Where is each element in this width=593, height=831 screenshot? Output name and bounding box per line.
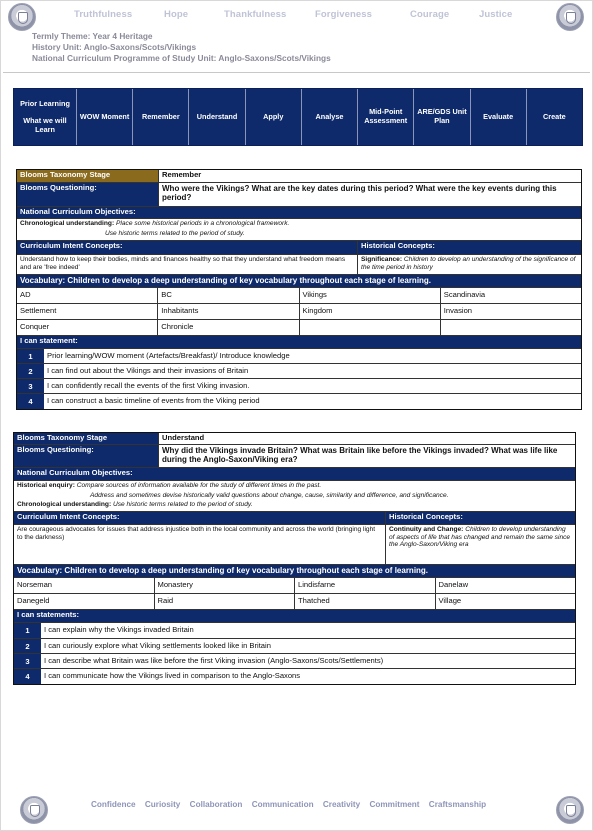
statement-number: 2 xyxy=(14,639,41,653)
historical-concept-cell xyxy=(385,525,575,564)
nav-analyse[interactable]: Analyse xyxy=(302,89,358,145)
statement-text: I can confidently recall the events of the first Viking invasion. xyxy=(47,380,250,390)
nc-objective-text: Use historic terms related to the period of study. xyxy=(105,229,245,237)
nav-evaluate[interactable]: Evaluate xyxy=(471,89,527,145)
nav-understand[interactable]: Understand xyxy=(189,89,245,145)
footer-value: Curiosity xyxy=(144,800,181,809)
vocab-word: BC xyxy=(157,288,298,303)
vocab-word: Inhabitants xyxy=(157,304,298,319)
footer-value: Creativity xyxy=(322,800,361,809)
historical-concept-cell xyxy=(357,255,581,274)
nav-prior-learning[interactable]: Prior Learning What we will Learn xyxy=(14,89,77,145)
nav-apply[interactable]: Apply xyxy=(246,89,302,145)
values-strip xyxy=(1,9,593,21)
historical-concepts-title: Historical Concepts: xyxy=(357,241,581,254)
history-unit: History Unit: Anglo-Saxons/Scots/Vikings xyxy=(32,42,197,52)
historical-concept-text: Children to develop understanding of aspects of life that has changed and remain the same since the Anglo-Saxon/Viking era xyxy=(389,526,571,549)
nc-objective-text: Use historic terms related to the period of study. xyxy=(113,501,253,509)
nc-objective-line xyxy=(14,481,575,491)
vocab-row xyxy=(17,320,581,336)
vocab-word: Danelaw xyxy=(435,578,576,593)
curriculum-intent-title: Curriculum Intent Concepts: xyxy=(17,241,357,254)
understand-stage-table xyxy=(13,432,576,685)
vocab-row xyxy=(17,304,581,320)
statement-number: 1 xyxy=(14,623,41,638)
value-word: Truthfulness xyxy=(74,9,133,20)
footer-value: Confidence xyxy=(91,800,136,809)
vocab-word: Vikings xyxy=(299,288,440,303)
historical-concept-label: Continuity and Change: xyxy=(389,526,464,533)
header-divider xyxy=(3,72,590,73)
remember-stage-table xyxy=(16,169,582,410)
school-crest-icon xyxy=(20,796,48,824)
vocab-word: Thatched xyxy=(294,594,435,609)
vocab-row xyxy=(14,594,575,610)
i-can-statements-title: I can statements: xyxy=(14,610,575,622)
vocab-word: Scandinavia xyxy=(440,288,581,303)
footer-value: Commitment xyxy=(369,800,420,809)
stage-label: Blooms Taxonomy Stage xyxy=(14,433,158,444)
vocabulary-title: Vocabulary: Children to develop a deep understanding of key vocabulary throughout each stage of learning. xyxy=(14,565,575,577)
nav-create[interactable]: Create xyxy=(527,89,582,145)
questioning-text: Why did the Vikings invade Britain? What was Britain like before the Vikings invaded? What was life like during the Anglo-Saxon/Viking era? xyxy=(158,445,575,467)
questioning-label: Blooms Questioning: xyxy=(14,445,158,467)
vocab-word: Kingdom xyxy=(299,304,440,319)
curriculum-intent-title: Curriculum Intent Concepts: xyxy=(14,512,385,524)
vocab-word: Norseman xyxy=(17,580,53,590)
school-crest-icon xyxy=(556,796,584,824)
statement-row xyxy=(17,394,581,409)
nc-objective-label: Historical enquiry: xyxy=(17,482,75,489)
statement-number: 4 xyxy=(14,669,41,684)
curriculum-intent-text: Understand how to keep their bodies, minds and finances healthy so that they understand what freedom means and are 'free indeed' xyxy=(20,256,346,271)
vocab-word: Conquer xyxy=(20,322,50,332)
stage-value: Remember xyxy=(158,170,581,182)
vocab-word: Settlement xyxy=(20,306,57,316)
vocab-word: AD xyxy=(20,290,31,300)
footer-value: Collaboration xyxy=(189,800,243,809)
statement-text: I can find out about the Vikings and their invasions of Britain xyxy=(47,365,249,375)
stage-label: Blooms Taxonomy Stage xyxy=(17,170,158,182)
value-word: Forgiveness xyxy=(315,9,373,20)
vocab-word: Monastery xyxy=(154,578,295,593)
statement-number: 3 xyxy=(14,654,41,668)
nav-remember[interactable]: Remember xyxy=(133,89,189,145)
statement-row xyxy=(14,639,575,654)
vocab-word: Lindisfarne xyxy=(294,578,435,593)
statement-row xyxy=(17,349,581,364)
historical-concept-text: Children to develop an understanding of the significance of the time period in history xyxy=(361,256,576,271)
curriculum-intent-text: Are courageous advocates for issues that address injustice both in the local community and across the world (bringing light to the darkness) xyxy=(17,526,376,541)
statement-text: Prior learning/WOW moment (Artefacts/Breakfast)/ Introduce knowledge xyxy=(47,350,290,360)
learning-stage-nav xyxy=(13,88,583,146)
statement-row xyxy=(17,364,581,379)
statement-text: I can curiously explore what Viking settlements looked like in Britain xyxy=(44,640,271,650)
statement-number: 2 xyxy=(17,364,44,378)
nc-objective-line xyxy=(14,500,575,510)
nav-are-gds-unit-plan[interactable]: ARE/GDS Unit Plan xyxy=(414,89,470,145)
footer-value: Craftsmanship xyxy=(428,800,487,809)
footer-value: Communication xyxy=(251,800,314,809)
nc-objectives-title: National Curriculum Objectives: xyxy=(17,207,581,218)
nc-objectives-title: National Curriculum Objectives: xyxy=(14,468,575,480)
statement-text: I can construct a basic timeline of events from the Viking period xyxy=(47,396,260,406)
value-word: Justice xyxy=(479,9,513,20)
questioning-label: Blooms Questioning: xyxy=(17,183,158,206)
questioning-text: Who were the Vikings? What are the key dates during this period? What were the key events during this period? xyxy=(158,183,581,206)
nc-objective-line xyxy=(17,219,581,229)
nc-objective-label: Chronological understanding: xyxy=(17,501,112,509)
value-word: Hope xyxy=(164,9,189,20)
statement-row xyxy=(14,623,575,639)
nc-objective-text: Place some historical periods in a chronological framework. xyxy=(116,220,290,227)
i-can-statement-title: I can statement: xyxy=(17,336,581,348)
value-word: Thankfulness xyxy=(224,9,287,20)
statement-row xyxy=(14,669,575,684)
vocab-word xyxy=(440,320,581,335)
vocab-word: Invasion xyxy=(440,304,581,319)
vocab-row xyxy=(14,578,575,594)
statement-number: 3 xyxy=(17,379,44,393)
nc-objective-label: Chronological understanding: xyxy=(20,220,115,227)
historical-concept-label: Significance: xyxy=(361,256,403,263)
vocab-word: Village xyxy=(435,594,576,609)
nc-objective-text: Compare sources of information available for the study of different times in the past. xyxy=(76,482,322,489)
statement-text: I can communicate how the Vikings lived in comparison to the Anglo-Saxons xyxy=(44,671,301,681)
value-word: Courage xyxy=(410,9,450,20)
vocabulary-title: Vocabulary: Children to develop a deep understanding of key vocabulary throughout each stage of learning. xyxy=(17,275,581,287)
vocab-word: Chronicle xyxy=(157,320,298,335)
nav-wow-moment[interactable]: WOW Moment xyxy=(77,89,133,145)
statement-number: 4 xyxy=(17,394,44,409)
statement-text: I can describe what Britain was like before the first Viking invasion (Anglo-Saxons/Scots/Settlements) xyxy=(44,655,384,665)
nav-mid-point-assessment[interactable]: Mid-Point Assessment xyxy=(358,89,414,145)
vocab-row xyxy=(17,288,581,304)
vocab-word xyxy=(299,320,440,335)
statement-row xyxy=(17,379,581,394)
historical-concepts-title: Historical Concepts: xyxy=(385,512,575,524)
termly-theme: Termly Theme: Year 4 Heritage xyxy=(32,31,153,41)
statement-number: 1 xyxy=(17,349,44,363)
nc-objective-text: Address and sometimes devise historically valid questions about change, cause, similarity and difference, and significance. xyxy=(90,491,449,499)
programme-of-study: National Curriculum Programme of Study Unit: Anglo-Saxons/Scots/Vikings xyxy=(32,53,331,63)
vocab-word: Danegeld xyxy=(17,596,50,606)
stage-value: Understand xyxy=(158,433,575,444)
statement-text: I can explain why the Vikings invaded Britain xyxy=(44,625,194,635)
footer-values xyxy=(91,800,492,809)
vocab-word: Raid xyxy=(154,594,295,609)
statement-row xyxy=(14,654,575,669)
